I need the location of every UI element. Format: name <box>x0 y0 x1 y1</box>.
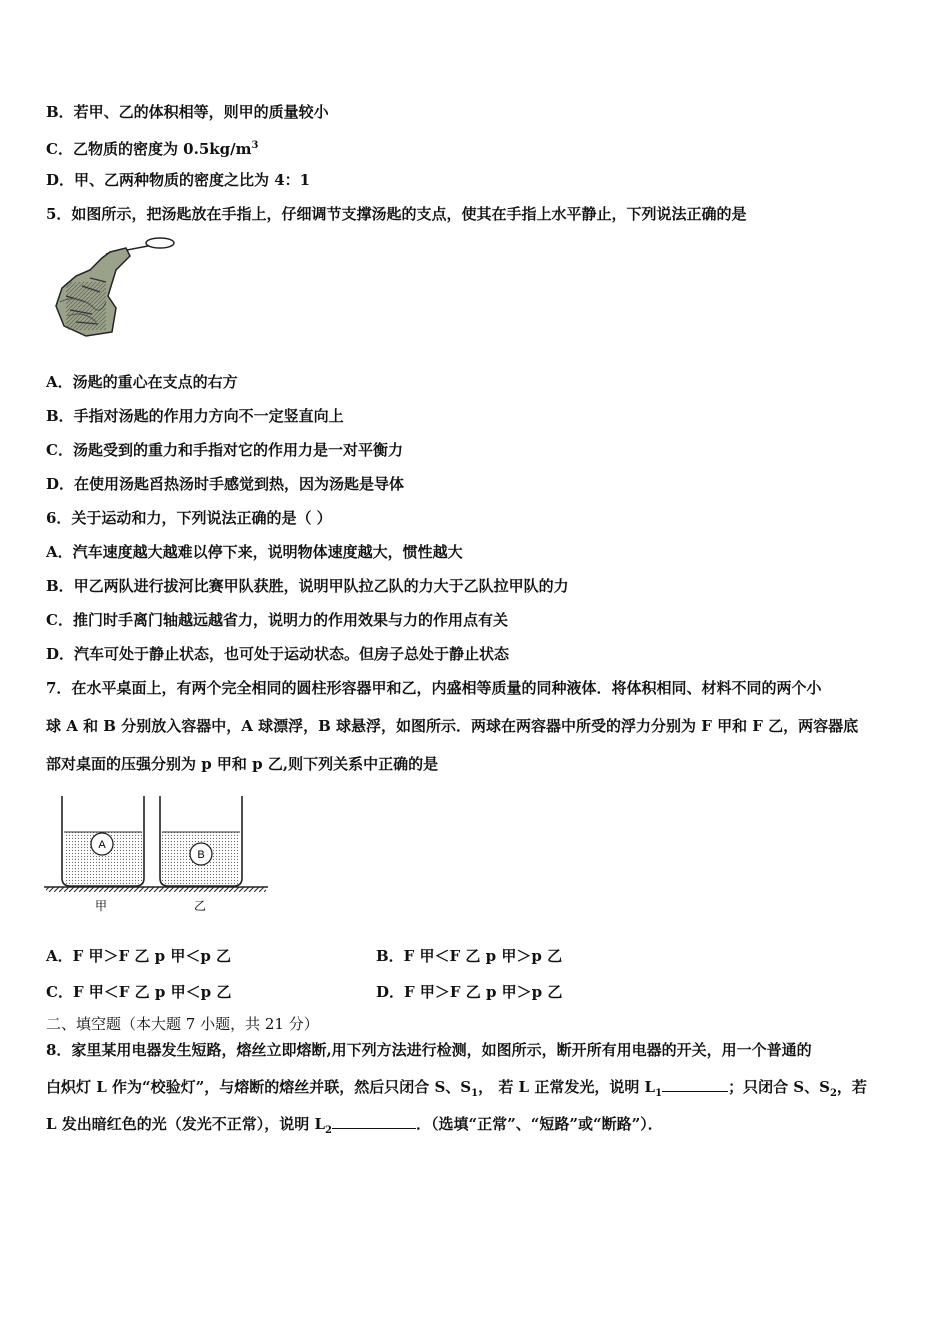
containers-figure <box>44 792 274 916</box>
q6-stem: 6．关于运动和力，下列说法正确的是（ ） <box>46 509 332 527</box>
q7-stem-line1: 7．在水平桌面上，有两个完全相同的圆柱形容器甲和乙，内盛相等质量的同种液体．将体积相同、材料不同的两个小 <box>46 679 822 697</box>
q8-sub-4: 2 <box>325 1125 333 1136</box>
q7-stem-line2: 球 A 和 B 分别放入容器中，A 球漂浮，B 球悬浮，如图所示．两球在两容器中所受的浮力分别为 F 甲和 F 乙，两容器底 <box>46 717 859 735</box>
q8-line2 <box>46 1077 867 1104</box>
q8-sub-1: 1 <box>471 1088 479 1099</box>
label-yi: 乙 <box>193 899 207 913</box>
q6-option-a: A．汽车速度越大越难以停下来，说明物体速度越大，惯性越大 <box>46 543 463 561</box>
q8-sub-3: 2 <box>829 1088 837 1099</box>
q8-line3-part-b: ．（选填“正常”、“短路”或“断路”）． <box>416 1115 663 1133</box>
q5-option-c: C．汤匙受到的重力和手指对它的作用力是一对平衡力 <box>46 441 403 459</box>
label-jia: 甲 <box>94 899 108 913</box>
q4-option-d: D．甲、乙两种物质的密度之比为 4：1 <box>46 171 311 189</box>
ball-a-label: A <box>98 839 106 851</box>
ball-b-label: B <box>197 849 205 861</box>
q8-sub-2: 1 <box>655 1088 663 1099</box>
q6-option-c: C．推门时手离门轴越远越省力，说明力的作用效果与力的作用点有关 <box>46 611 508 629</box>
q8-blank-2[interactable] <box>332 1114 416 1129</box>
q7-option-b: B．F 甲＜F 乙 p 甲＞p 乙 <box>376 947 563 965</box>
q5-option-b: B．手指对汤匙的作用力方向不一定竖直向上 <box>46 407 344 425</box>
q4-option-c <box>46 136 258 159</box>
q8-line2-part-b: ， 若 L 正常发光，说明 L <box>478 1078 656 1096</box>
q8-line2-part-c: ；只闭合 S、S <box>728 1078 830 1096</box>
q8-blank-1[interactable] <box>662 1077 728 1092</box>
q6-option-d: D．汽车可处于静止状态，也可处于运动状态。但房子总处于静止状态 <box>46 645 510 663</box>
q7-option-d: D．F 甲＞F 乙 p 甲＞p 乙 <box>376 983 563 1001</box>
q4-option-c-exponent: 3 <box>251 140 259 151</box>
q7-option-a: A．F 甲＞F 乙 p 甲＜p 乙 <box>46 947 232 965</box>
q5-stem: 5．如图所示，把汤匙放在手指上，仔细调节支撑汤匙的支点，使其在手指上水平静止，下列说法正确的是 <box>46 205 747 223</box>
q6-option-b: B．甲乙两队进行拔河比赛甲队获胜，说明甲队拉乙队的力大于乙队拉甲队的力 <box>46 577 569 595</box>
q8-line2-part-a: 白炽灯 L 作为“校验灯”，与熔断的熔丝并联，然后只闭合 S、S <box>46 1078 472 1096</box>
section2-title: 二、填空题（本大题 7 小题，共 21 分） <box>46 1015 319 1033</box>
q7-stem-line3: 部对桌面的压强分别为 p 甲和 p 乙,则下列关系中正确的是 <box>46 755 439 773</box>
q8-line2-part-d: ，若 <box>836 1078 867 1096</box>
q8-line1: 8．家里某用电器发生短路，熔丝立即熔断,用下列方法进行检测，如图所示，断开所有用电器的开关，用一个普通的 <box>46 1041 812 1059</box>
spoon-on-finger-figure <box>46 236 178 340</box>
q4-option-b: B．若甲、乙的体积相等，则甲的质量较小 <box>46 103 329 121</box>
q8-line3 <box>46 1114 663 1141</box>
q4-option-c-text: C．乙物质的密度为 0.5kg/m <box>46 140 252 158</box>
q5-option-a: A．汤匙的重心在支点的右方 <box>46 373 238 391</box>
q8-line3-part-a: L 发出暗红色的光（发光不正常），说明 L <box>46 1115 326 1133</box>
q5-option-d: D．在使用汤匙舀热汤时手感觉到热，因为汤匙是导体 <box>46 475 405 493</box>
q7-option-c: C．F 甲＜F 乙 p 甲＜p 乙 <box>46 983 232 1001</box>
